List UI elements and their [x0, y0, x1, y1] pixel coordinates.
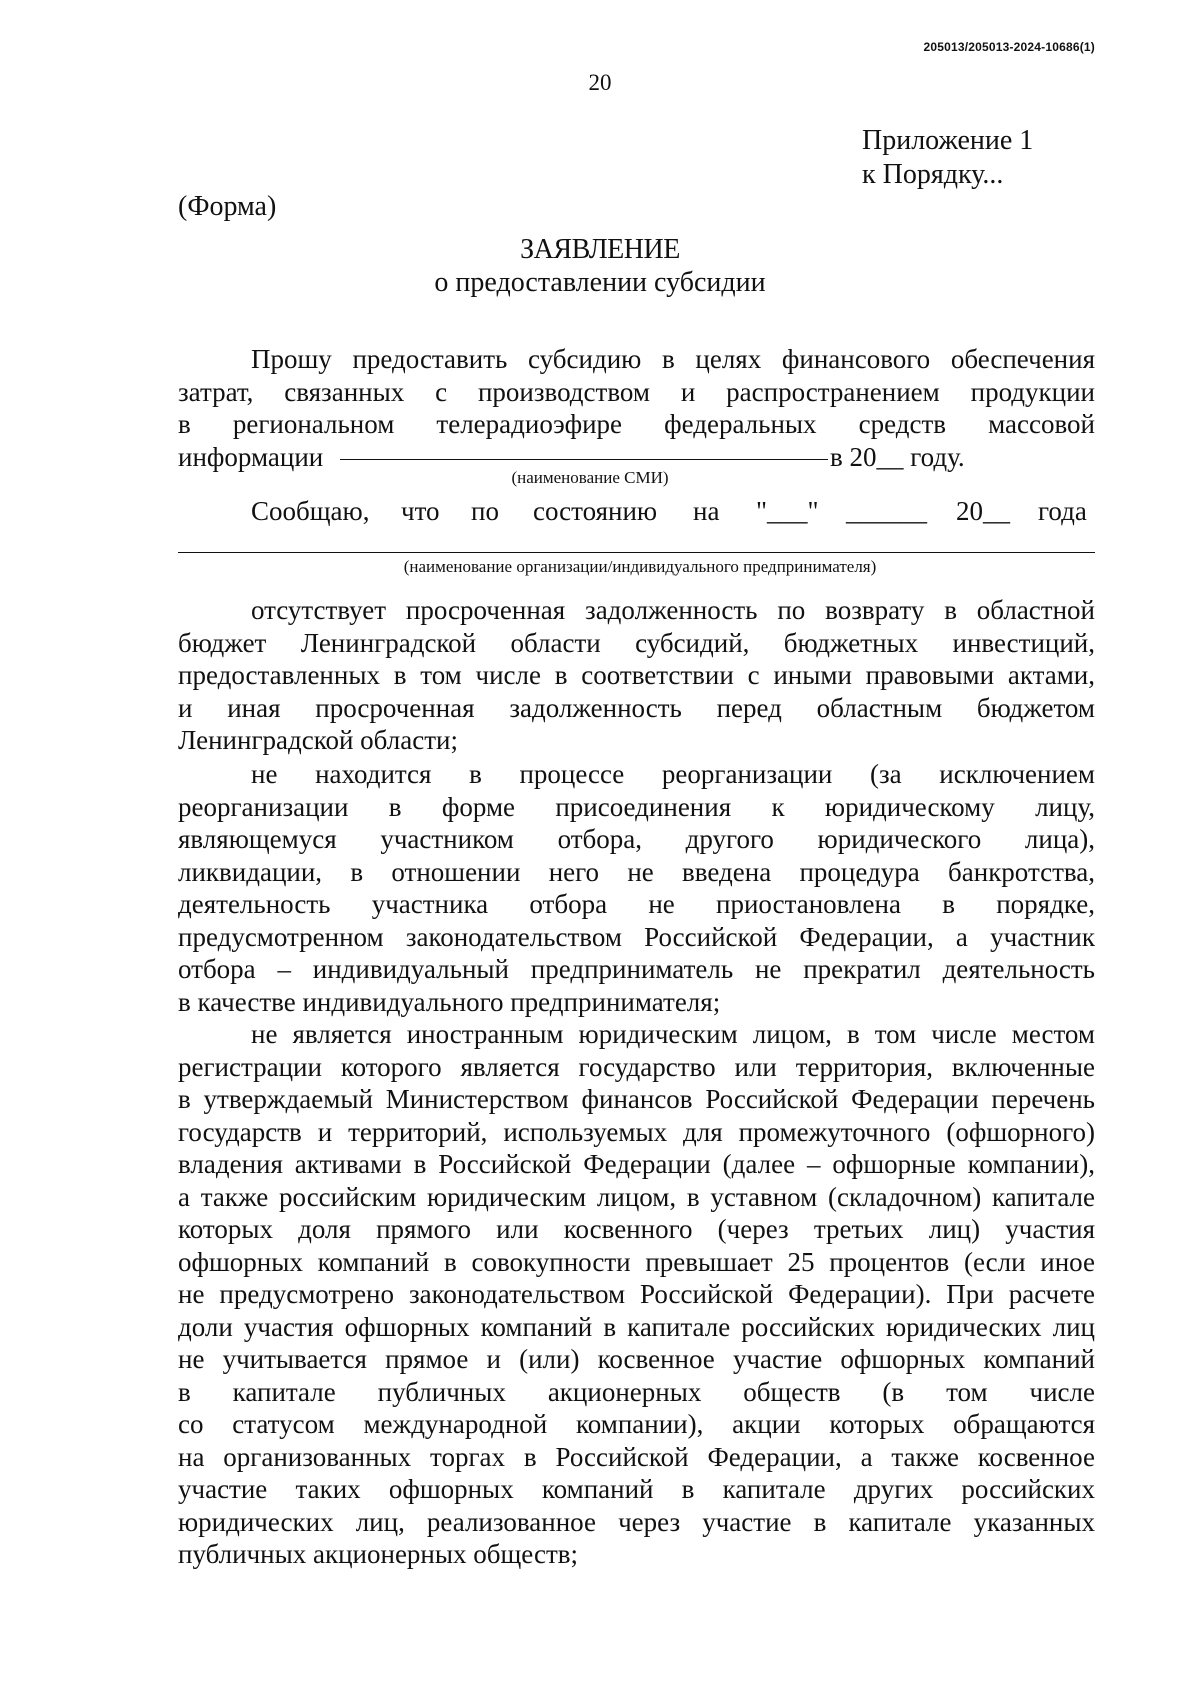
- condition-line: предусмотренном законодательством Российской Федерации, а участник: [178, 921, 1095, 952]
- condition-line: доли участия офшорных компаний в капитале российских юридических лиц: [178, 1311, 1095, 1342]
- condition-line: юридических лиц, реализованное через участие в капитале указанных: [178, 1506, 1095, 1537]
- condition-line: Ленинградской области;: [178, 725, 458, 755]
- report-year-blank: 20__: [956, 496, 1010, 526]
- report-word: состоянию: [533, 496, 658, 526]
- condition-line: которых доля прямого или косвенного (через третьих лиц) участия: [178, 1214, 1095, 1244]
- request-paragraph: [178, 343, 1095, 473]
- appendix-note: [862, 124, 1162, 192]
- condition-line: на организованных торгах в Российской Федерации, а также косвенное: [178, 1441, 1095, 1472]
- condition-line: деятельность участника отбора не приостановлена в порядке,: [178, 889, 1095, 919]
- smi-name-fill-line: [340, 459, 828, 460]
- request-line: Прошу предоставить субсидию в целях финансового обеспечения: [251, 344, 1095, 374]
- condition-line: в капитале публичных акционерных обществ (в том числе: [178, 1376, 1095, 1407]
- report-month-blank: ______: [846, 496, 927, 526]
- condition-line: не учитывается прямое и (или) косвенное участие офшорных компаний: [178, 1344, 1095, 1374]
- document-id: 205013/205013-2024-10686(1): [923, 40, 1095, 54]
- condition-line: бюджет Ленинградской области субсидий, бюджетных инвестиций,: [178, 627, 1095, 658]
- document-subtitle: о предоставлении субсидии: [434, 267, 766, 298]
- condition-line: не предусмотрено законодательством Российской Федерации). При расчете: [178, 1279, 1095, 1309]
- report-word: по: [471, 496, 499, 526]
- appendix-line-2: к Порядку...: [862, 159, 1004, 190]
- condition-line: а также российским юридическим лицом, в уставном (складочном) капитале: [178, 1181, 1095, 1212]
- condition-paragraph-offshore: [178, 1018, 1095, 1571]
- condition-line: отбора – индивидуальный предприниматель не прекратил деятельность: [178, 954, 1095, 984]
- request-line: в региональном телерадиоэфире федеральных средств массовой: [178, 409, 1095, 439]
- condition-line: владения активами в Российской Федерации (далее – офшорные компании),: [178, 1149, 1095, 1179]
- condition-line: публичных акционерных обществ;: [178, 1539, 578, 1569]
- condition-paragraph-reorganization: [178, 758, 1095, 1018]
- condition-line: не находится в процессе реорганизации (за исключением: [251, 759, 1095, 789]
- condition-line: участие таких офшорных компаний в капитале других российских: [178, 1474, 1095, 1504]
- organization-caption: (наименование организации/индивидуального предпринимателя): [403, 557, 877, 576]
- condition-line: ликвидации, в отношении него не введена процедура банкротства,: [178, 856, 1095, 887]
- condition-line: отсутствует просроченная задолженность по возврату в областной: [251, 595, 1095, 625]
- smi-name-caption: (наименование СМИ): [511, 468, 669, 487]
- report-day-blank: "___": [756, 496, 819, 526]
- request-line-start: информации: [178, 441, 324, 472]
- condition-line: со статусом международной компании), акции которых обращаются: [178, 1409, 1095, 1439]
- condition-line: в качестве индивидуального предпринимателя;: [178, 986, 721, 1017]
- form-label: (Форма): [178, 191, 277, 222]
- request-line: затрат, связанных с производством и распространением продукции: [178, 376, 1095, 407]
- condition-line: и иная просроченная задолженность перед областным бюджетом: [178, 692, 1095, 723]
- condition-line: предоставленных в том числе в соответствии с иными правовыми актами,: [178, 660, 1095, 690]
- report-word: года: [1038, 496, 1087, 526]
- appendix-line-1: Приложение 1: [862, 125, 1034, 156]
- condition-paragraph-debt: [178, 594, 1095, 757]
- condition-line: являющемуся участником отбора, другого юридического лица),: [178, 824, 1095, 854]
- document-title: ЗАЯВЛЕНИЕ: [520, 234, 680, 265]
- condition-line: в утверждаемый Министерством финансов Российской Федерации перечень: [178, 1084, 1095, 1114]
- condition-line: реорганизации в форме присоединения к юридическому лицу,: [178, 791, 1095, 822]
- report-word: Сообщаю,: [251, 496, 370, 526]
- report-word: на: [693, 496, 720, 526]
- request-line-end: в 20__ году.: [830, 441, 965, 472]
- condition-line: регистрации которого является государство или территория, включенные: [178, 1051, 1095, 1082]
- report-word: что: [401, 496, 440, 526]
- condition-line: не является иностранным юридическим лицом, в том числе местом: [251, 1019, 1095, 1049]
- condition-line: государств и территорий, используемых для промежуточного (офшорного): [178, 1116, 1095, 1147]
- organization-fill-line: [178, 552, 1095, 553]
- page-number: 20: [588, 70, 612, 95]
- condition-line: офшорных компаний в совокупности превышает 25 процентов (если иное: [178, 1246, 1095, 1277]
